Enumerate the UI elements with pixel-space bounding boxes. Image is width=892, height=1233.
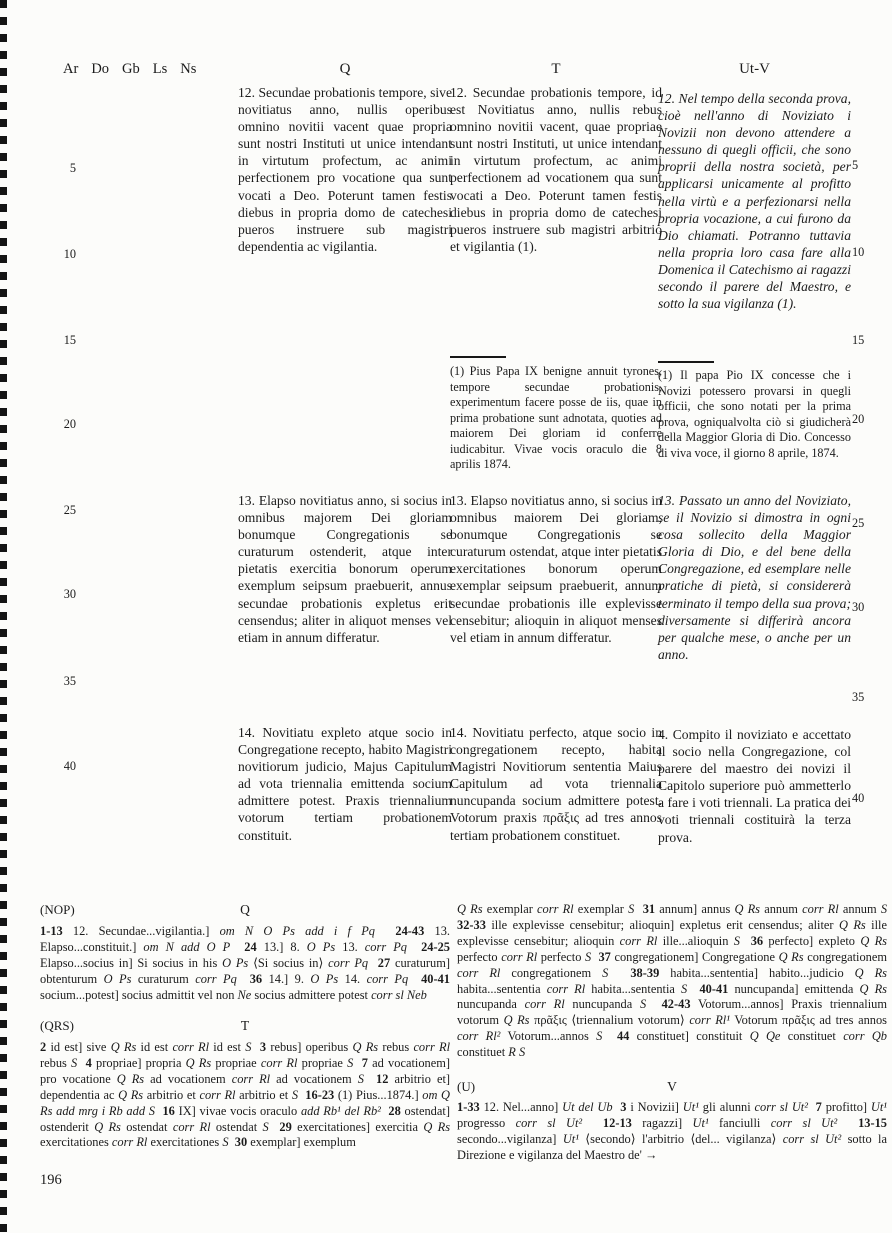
utv-paragraph-13: 13. Passato un anno del Noviziato, se il Novizio si dimostra in ogni cosa sollecito della Maggior Gloria di Dio, e del bene della Congregazione, ed esemplare nelle pratiche di pietà, si considererà terminato il tempo della sua prova; diversamente si differirà ancora per qualche mese, o anche per un anno.: [658, 493, 851, 662]
witness-siglum: Ar: [63, 61, 79, 77]
line-number-right: 20: [852, 412, 865, 426]
witness-siglum: Ls: [152, 61, 168, 77]
apparatus-label-nop: (NOP): [40, 902, 75, 917]
line-number-right: 35: [852, 690, 865, 704]
line-number-right: 25: [852, 516, 865, 530]
line-number-right: 40: [852, 791, 865, 805]
apparatus-label-qrs: (QRS): [40, 1018, 74, 1033]
witness-sigla-row: [63, 61, 196, 78]
t-paragraph-12: 12. Secundae probationis tempore, id est Novitiatus anno, nullis rebus omnino novitii vacent, quae propriae sunt nostri Instituti, ut unice intendant in virtutum profectum, ac animi perfectionem ad vocationem qua sunt vocati a Deo. Poterunt tamen festis diebus in propria domo de catechesi pueros instruere sub magistri arbitrio et vigilantia (1).: [450, 85, 662, 254]
apparatus-label-u: (U): [457, 1079, 476, 1094]
q-paragraph-12: 12. Secundae probationis tempore, sive novitiatus anno, nullis operibus omnino novitii vacent quae propria sunt nostri Instituti ut unice intendant in virtutum profectum, ac animi perfectionem pro vocatione qua sunt vocati a Deo. Poterunt tamen festis diebus in propria domo de catechesi pueros instruere sub magistri dependentia ac vigilantia.: [238, 85, 452, 254]
apparatus-heading-v: V: [667, 1079, 677, 1094]
apparatus-heading-q: Q: [240, 902, 250, 917]
witness-siglum: Do: [91, 61, 110, 77]
line-number-left: 35: [63, 674, 76, 688]
column-heading-utv: Ut-V: [739, 61, 770, 77]
witness-siglum: Ns: [180, 61, 197, 77]
line-number-right: 15: [852, 333, 865, 347]
apparatus-qrs-body-right: Q Rs exemplar corr Rl exemplar S 31 annum] annus Q Rs annum corr Rl annum S 32-33 ille explevisse censebitur; alioquin] expletus erit censendus; aliter Q Rs ille explevisse censebitur; alioquin corr Rl ille...alioquin S 36 perfecto] expleto Q Rs perfecto corr Rl perfecto S 37 congregationem] Congregatione Q Rs congregationem corr Rl congregationem S 38-39 habita...sententia] habito...judicio Q Rs habita...sententia corr Rl habita...sententia S 40-41 nuncupanda] emittenda Q Rs nuncupanda corr Rl nuncupanda S 42-43 Votorum...annos] Praxis triennalium votorum Q Rs πρᾶξις ⟨triennalium votorum⟩ corr Rl¹ Votorum πρᾶξις ad tres annos corr Rl² Votorum...annos S 44 constituet] constituit Q Qe constituet corr Qb constituet R S: [457, 902, 891, 1060]
q-paragraph-13: 13. Elapso novitiatus anno, si socius in omnibus majorem Dei gloriam bonumque Congregationis se curaturum ostenderit, atque inter pietatis exercitia bonorum operum exemplum seipsum praebuerit, annus secundae probationis expletus erit censendus; aliter in aliquot menses vel etiam in annum differatur.: [238, 493, 452, 645]
line-number-right: 10: [852, 245, 865, 259]
line-number-left: 30: [63, 587, 76, 601]
line-number-left: 5: [69, 161, 76, 175]
footnote-rule-t: [450, 356, 506, 358]
page-number: 196: [40, 1172, 62, 1188]
line-number-right: 30: [852, 600, 865, 614]
t-footnote-1: (1) Pius Papa IX benigne annuit tyrones, tempore secundae probationis, experimentum facere posse de iis, quae in prima probatione sunt adnotata, quoties ad maiorem Dei gloriam id conferre iudicabitur. Vivae vocis oraculo die 8 aprilis 1874.: [450, 364, 662, 471]
line-number-left: 15: [63, 333, 76, 347]
line-number-left: 20: [63, 417, 76, 431]
line-number-left: 10: [63, 247, 76, 261]
column-heading-t: T: [551, 61, 561, 77]
q-paragraph-14: 14. Novitiatu expleto atque socio in Congregatione recepto, habito Magistri novitiorum judicio, Majus Capitulum ad vota triennalia emittenda socium admittere potest. Praxis triennalium votorum tertiam probationem constituit.: [238, 725, 452, 843]
apparatus-u-body: 1-33 12. Nel...anno] Ut del Ub 3 i Novizii] Ut¹ gli alunni corr sl Ut² 7 profitto] Ut¹ progresso corr sl Ut² 12-13 ragazzi] Ut¹ fanciulli corr sl Ut² 13-15 secondo...vigilanza] Ut¹ ⟨secondo⟩ l'arbitrio ⟨del... vigilanza⟩ corr sl Ut² sotto la Direzione e vigilanza del Maestro de' →: [457, 1100, 891, 1162]
utv-paragraph-12: 12. Nel tempo della seconda prova, cioè nell'anno di Noviziato i Novizii non devono attendere a nessuno di quegli officii, che sono proprii della nostra società, per applicarsi unicamente al profitto nella virtù e a perfezionarsi nella propria vocazione, a cui furono da Dio chiamati. Potranno tuttavia nella propria loro casa fare alla Domenica il Catechismo ai ragazzi secondo il parere del Maestro, e sotto la sua vigilanza (1).: [658, 91, 851, 312]
line-number-left: 40: [63, 759, 76, 773]
film-edge-marks: [0, 0, 7, 1233]
line-number-right: 5: [852, 158, 859, 172]
witness-siglum: Gb: [122, 61, 140, 77]
utv-footnote-1: (1) Il papa Pio IX concesse che i Novizi potessero provarsi in quegli officii, che sono notati per la prima prova, ogniqualvolta ciò si giudicherà della Maggior Gloria di Dio. Concesso di viva voce, il giorno 8 aprile, 1874.: [658, 368, 851, 460]
line-number-left: 25: [63, 503, 76, 517]
apparatus-nop-body: 1-13 12. Secundae...vigilantia.] om N O Ps add i f Pq 24-43 13. Elapso...constituit.] om N add O P 24 13.] 8. O Ps 13. corr Pq 24-25 Elapso...socius in] Si socius in his O Ps ⟨Si socius in⟩ corr Pq 27 curaturum] obtenturum O Ps curaturum corr Pq 36 14.] 9. O Ps 14. corr Pq 40-41 socium...potest] socius admittit vel non Ne socius admittere potest corr sl Neb: [40, 924, 454, 1002]
apparatus-qrs-body-left: 2 id est] sive Q Rs id est corr Rl id est S 3 rebus] operibus Q Rs rebus corr Rl rebus S 4 propriae] propria Q Rs propriae corr Rl propriae S 7 ad vocationem] pro vocatione Q Rs ad vocationem corr Rl ad vocationem S 12 arbitrio et] dependentia ac Q Rs arbitrio et corr Rl arbitrio et S 16-23 (1) Pius...1874.] om Q Rs add mrg i Rb add S 16 IX] vivae vocis oraculo add Rb¹ del Rb² 28 ostendat] ostenderit Q Rs ostendat corr Rl ostendat S 29 exercitationes] exercitia Q Rs exercitationes corr Rl exercitationes S 30 exemplar] exemplum: [40, 1040, 454, 1150]
t-paragraph-13: 13. Elapso novitiatus anno, si socius in omnibus maiorem Dei gloriam, bonumque Congregationis se curaturum ostendat, atque inter pietatis exercitationes bonorum operum exemplar seipsum praebuerit, annum secundae probationis ille explevisse censebitur; alioquin in aliquot menses vel etiam in annum differatur.: [450, 493, 662, 645]
apparatus-heading-t: T: [240, 1018, 250, 1033]
utv-paragraph-4: 4. Compito il noviziato e accettato il socio nella Congregazione, col parere del maestro dei novizi il Capitolo superiore può ammetterlo a fare i voti triennali. La pratica dei voti triennali costituirà la terza prova.: [658, 727, 851, 845]
column-heading-q: Q: [339, 61, 351, 77]
footnote-rule-v: [658, 361, 714, 363]
t-paragraph-14: 14. Novitiatu perfecto, atque socio in congregationem recepto, habita Magistri Novitiorum sententia Maius Capitulum ad vota triennalia nuncupanda socium admittere potest. Votorum praxis πρᾶξις ad tres annos tertiam probationem constituet.: [450, 725, 662, 843]
